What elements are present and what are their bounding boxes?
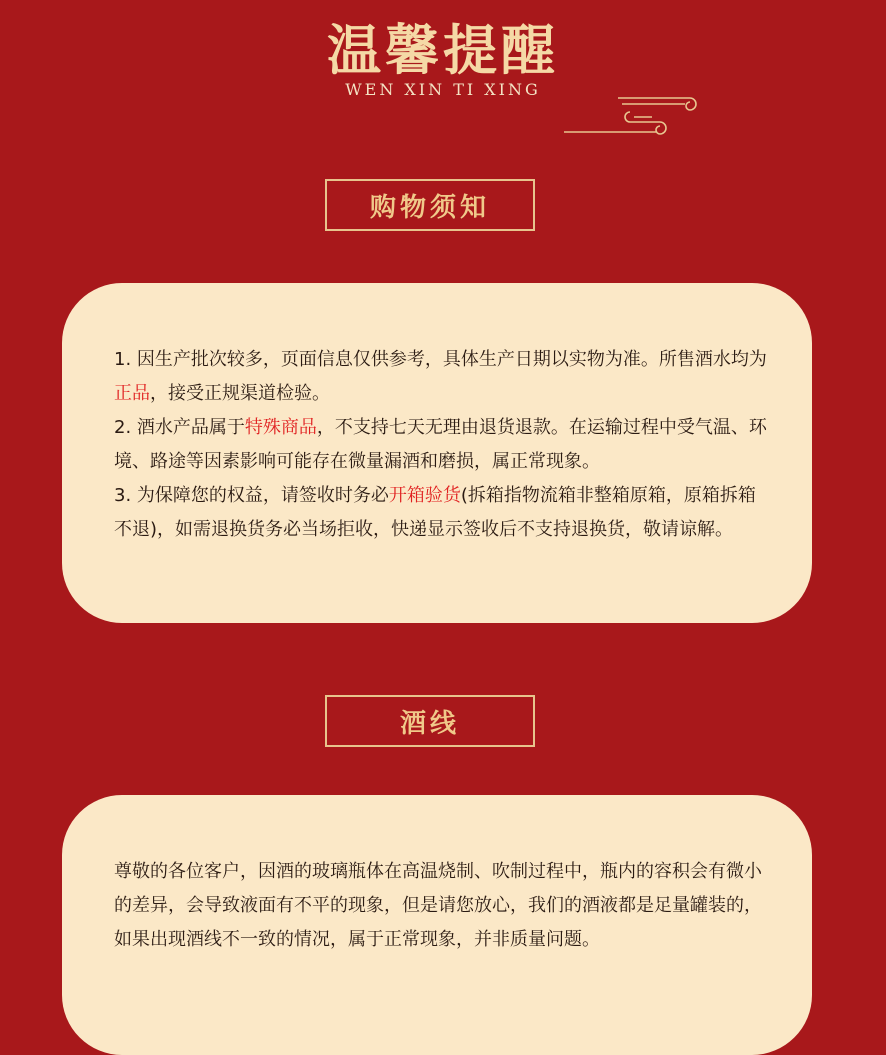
notice-item-2: 2. 酒水产品属于特殊商品，不支持七天无理由退货退款。在运输过程中受气温、环境、路途等因素影响可能存在微量漏酒和磨损，属正常现象。 <box>114 417 767 472</box>
notice-item-2-highlight: 特殊商品 <box>244 417 317 438</box>
section-heading-liquor-line <box>325 695 535 747</box>
notice-item-1-highlight: 正品 <box>114 383 150 404</box>
page-title: 温馨提醒 <box>327 18 559 82</box>
liquor-line-card <box>62 795 812 1055</box>
section-heading-shopping <box>325 179 535 231</box>
cloud-ornament-icon <box>560 92 700 136</box>
notice-item-3: 3. 为保障您的权益，请签收时务必开箱验货(拆箱指物流箱非整箱原箱，原箱拆箱不退)，如需退换货务必当场拒收，快递显示签收后不支持退换货，敬请谅解。 <box>114 485 756 540</box>
notice-item-3-highlight: 开箱验货 <box>388 485 461 506</box>
page-subtitle: WEN XIN TI XING <box>345 80 541 99</box>
notice-item-1: 1. 因生产批次较多，页面信息仅供参考，具体生产日期以实物为准。所售酒水均为正品，接受正规渠道检验。 <box>114 349 767 404</box>
shopping-notice-card <box>62 283 812 623</box>
section-heading-shopping-label: 购物须知 <box>369 192 490 223</box>
section-heading-liquor-line-label: 酒线 <box>399 708 460 739</box>
liquor-line-text: 尊敬的各位客户，因酒的玻璃瓶体在高温烧制、吹制过程中，瓶内的容积会有微小的差异，会导致液面有不平的现象，但是请您放心，我们的酒液都是足量罐装的，如果出现酒线不一致的情况，属于正常现象，并非质量问题。 <box>114 861 762 950</box>
